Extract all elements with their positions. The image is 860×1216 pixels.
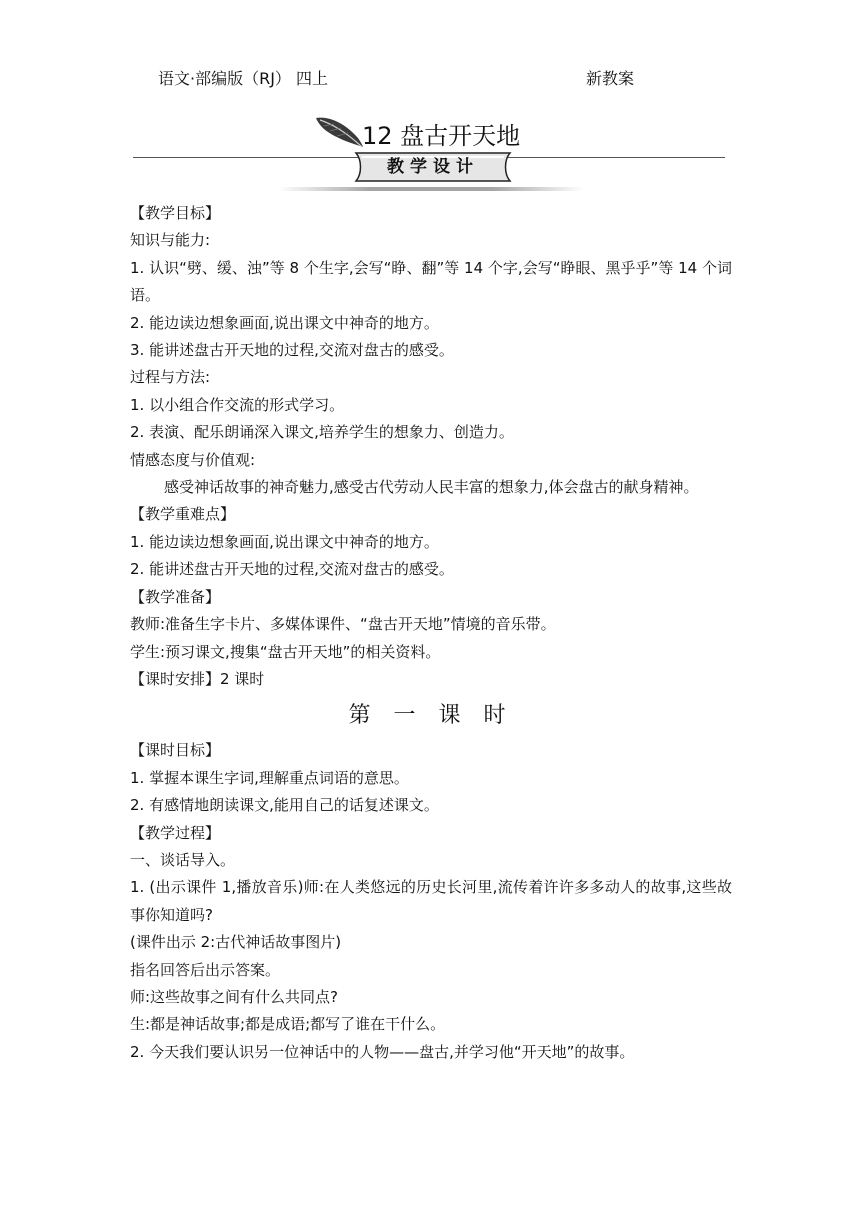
section-title: 第 一 课 时: [348, 703, 514, 729]
step-heading: 一、谈话导入。: [130, 850, 236, 869]
header-doc-type: 新教案: [586, 69, 635, 88]
lesson-plan-body: [130, 200, 732, 1066]
class-goal-2: 2. 有感情地朗读课文,能用自己的话复述课文。: [130, 796, 439, 815]
knowledge-item-2: 2. 能边读边想象画面,说出课文中神奇的地方。: [130, 313, 439, 332]
process-item-2: 2. 表演、配乐朗诵深入课文,培养学生的想象力、创造力。: [130, 423, 514, 442]
emotion-label: 情感态度与价值观:: [130, 450, 256, 469]
process-label: 过程与方法:: [130, 368, 211, 387]
teaching-process-heading: 【教学过程】: [130, 823, 221, 842]
banner-label: 教学设计: [387, 157, 479, 177]
class-goal-heading: 【课时目标】: [130, 741, 221, 760]
knowledge-label: 知识与能力:: [130, 231, 211, 250]
teaching-design-banner: [352, 152, 514, 182]
banner-shadow: [278, 187, 584, 191]
step-item-1: 1. (出示课件 1,播放音乐)师:在人类悠远的历史长河里,流传着许许多多动人的故事,这些故事你知道吗?: [130, 878, 732, 924]
step-item-2: (课件出示 2:古代神话故事图片): [130, 933, 342, 952]
preparation-heading: 【教学准备】: [130, 587, 221, 606]
step-item-3: 指名回答后出示答案。: [130, 960, 281, 979]
header-subject: 语文·部编版（RJ） 四上: [158, 69, 329, 88]
difficulty-item-1: 1. 能边读边想象画面,说出课文中神奇的地方。: [130, 532, 439, 551]
teaching-goal-heading: 【教学目标】: [130, 204, 221, 222]
class-goal-1: 1. 掌握本课生字词,理解重点词语的意思。: [130, 768, 409, 787]
process-item-1: 1. 以小组合作交流的形式学习。: [130, 395, 345, 414]
knowledge-item-3: 3. 能讲述盘古开天地的过程,交流对盘古的感受。: [130, 341, 454, 360]
knowledge-item-1: 1. 认识“劈、缓、浊”等 8 个生字,会写“睁、翻”等 14 个字,会写“睁眼、黑乎乎”等 14 个词语。: [130, 258, 732, 305]
difficulty-item-2: 2. 能讲述盘古开天地的过程,交流对盘古的感受。: [130, 560, 454, 579]
feather-quill-icon: [314, 114, 364, 150]
schedule-line: 【课时安排】2 课时: [130, 669, 265, 688]
step-item-5: 生:都是神话故事;都是成语;都写了谁在干什么。: [130, 1015, 446, 1034]
step-item-4: 师:这些故事之间有什么共同点?: [130, 987, 339, 1006]
preparation-teacher: 教师:准备生字卡片、多媒体课件、“盘古开天地”情境的音乐带。: [130, 615, 556, 634]
emotion-item: 感受神话故事的神奇魅力,感受古代劳动人民丰富的想象力,体会盘古的献身精神。: [164, 478, 699, 497]
lesson-title: 12 盘古开天地: [362, 122, 521, 150]
step-item-6: 2. 今天我们要认识另一位神话中的人物——盘古,并学习他“开天地”的故事。: [130, 1042, 635, 1061]
difficulty-heading: 【教学重难点】: [130, 505, 236, 524]
preparation-student: 学生:预习课文,搜集“盘古开天地”的相关资料。: [130, 642, 441, 661]
